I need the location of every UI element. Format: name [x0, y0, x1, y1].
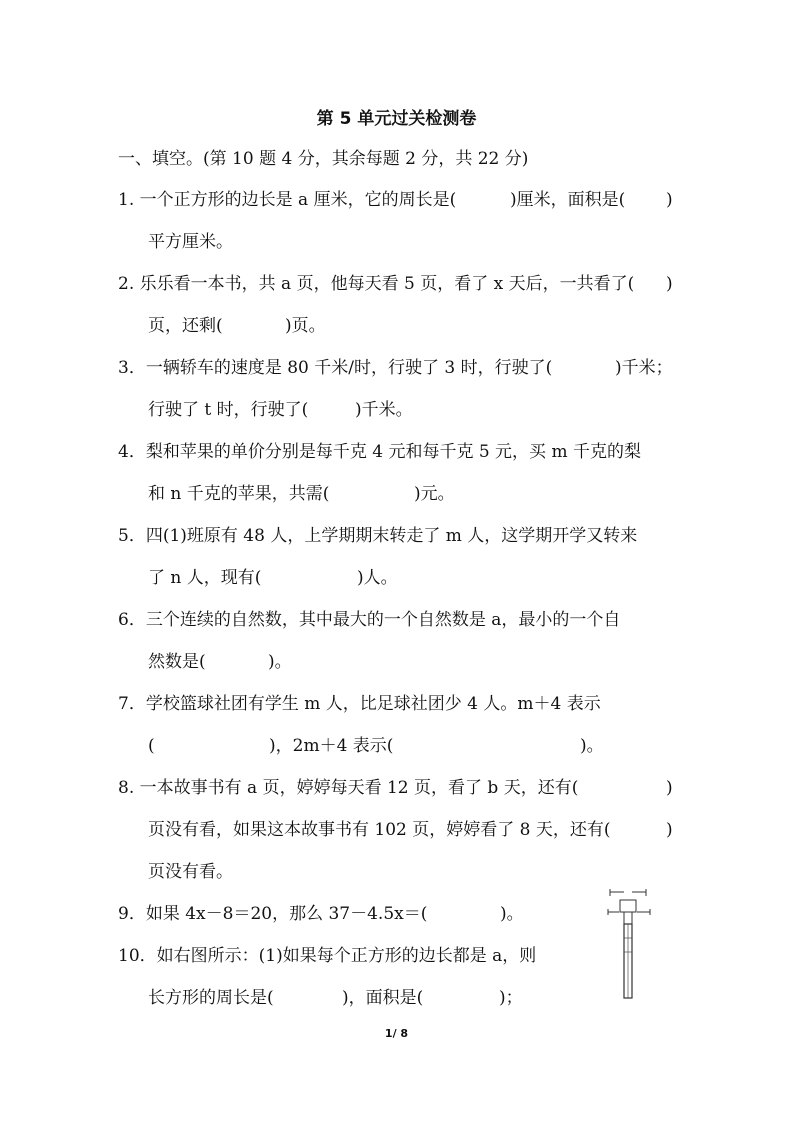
- question-5-line-2-end: )人。: [357, 568, 398, 588]
- question-3-line-2-end: )千米。: [355, 400, 413, 420]
- page-title: 第 5 单元过关检测卷: [316, 109, 477, 129]
- question-3-line-2: 行驶了 t 时，行驶了(: [148, 400, 309, 420]
- question-6-line-2-end: )。: [268, 652, 292, 672]
- question-2-line-1-end: ): [666, 274, 673, 294]
- question-7-line-2-end: )。: [580, 736, 604, 756]
- question-10-line-2-end: )；: [499, 988, 523, 1008]
- question-2-line-2-end: )页。: [285, 316, 326, 336]
- question-1-line-1: 1. 一个正方形的边长是 a 厘米，它的周长是(: [118, 190, 457, 210]
- question-2-line-2: 页，还剩(: [148, 316, 223, 336]
- question-10-line-2: 长方形的周长是(: [148, 988, 274, 1008]
- question-8-line-1-end: ): [666, 778, 673, 798]
- question-1-line-2: 平方厘米。: [148, 232, 233, 252]
- page-number: 1/ 8: [384, 1027, 409, 1040]
- question-3-line-1-end: )千米；: [615, 358, 673, 378]
- squares-rectangle-diagram: [606, 888, 652, 1000]
- question-8-line-3: 页没有看。: [148, 862, 233, 882]
- question-9-line-1-end: )。: [500, 904, 524, 924]
- section-heading: 一、填空。(第 10 题 4 分，其余每题 2 分，共 22 分): [118, 149, 529, 169]
- question-10-figure: [606, 888, 652, 1000]
- question-6-line-2: 然数是(: [148, 652, 206, 672]
- question-1-line-1-end: ): [666, 190, 673, 210]
- question-10-line-1: 10．如右图所示：(1)如果每个正方形的边长都是 a，则: [118, 946, 537, 966]
- question-4-line-2: 和 n 千克的苹果，共需(: [148, 484, 330, 504]
- question-10-line-2-mid: )，面积是(: [342, 988, 424, 1008]
- question-8-line-2: 页没有看，如果这本故事书有 102 页，婷婷看了 8 天，还有(: [148, 820, 611, 840]
- question-8-line-2-end: ): [666, 820, 673, 840]
- question-3-line-1: 3．一辆轿车的速度是 80 千米/时，行驶了 3 时，行驶了(: [118, 358, 553, 378]
- question-5-line-2: 了 n 人，现有(: [148, 568, 262, 588]
- question-6-line-1: 6．三个连续的自然数，其中最大的一个自然数是 a，最小的一个自: [118, 610, 621, 630]
- question-9-line-1: 9．如果 4x－8＝20，那么 37－4.5x＝(: [118, 904, 428, 924]
- question-1-line-1-mid: )厘米，面积是(: [510, 190, 626, 210]
- question-7-line-2-mid: )，2m＋4 表示(: [269, 736, 394, 756]
- question-4-line-1: 4．梨和苹果的单价分别是每千克 4 元和每千克 5 元，买 m 千克的梨: [118, 442, 641, 462]
- question-7-line-1: 7．学校篮球社团有学生 m 人，比足球社团少 4 人。m＋4 表示: [118, 694, 601, 714]
- question-8-line-1: 8. 一本故事书有 a 页，婷婷每天看 12 页，看了 b 天，还有(: [118, 778, 579, 798]
- question-7-line-2: (: [148, 736, 155, 756]
- question-4-line-2-end: )元。: [414, 484, 455, 504]
- question-5-line-1: 5．四(1)班原有 48 人，上学期期末转走了 m 人，这学期开学又转来: [118, 526, 638, 546]
- question-2-line-1: 2. 乐乐看一本书，共 a 页，他每天看 5 页，看了 x 天后，一共看了(: [118, 274, 635, 294]
